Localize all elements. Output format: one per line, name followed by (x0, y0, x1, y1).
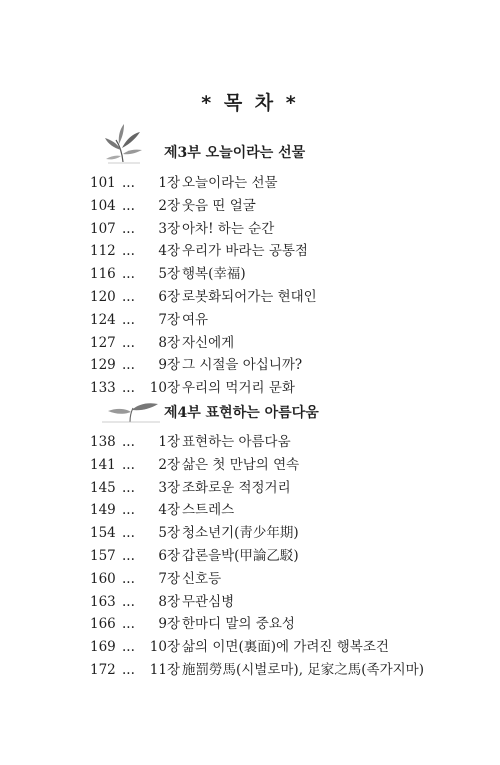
chapter-number: 9장 (158, 357, 180, 374)
toc-entry (0, 477, 500, 500)
chapter-title: 그 시절을 아십니까? (182, 357, 303, 374)
page-title: * 목 차 * (201, 92, 299, 114)
leader-dots: ... (122, 525, 135, 542)
chapter-title: 청소년기(靑少年期) (182, 525, 299, 542)
toc-entry (0, 499, 500, 522)
seedling-icon (100, 400, 162, 428)
leader-dots: ... (122, 479, 135, 496)
chapter-title: 施罰勞馬(시벌로마), 足家之馬(족가지마) (182, 661, 424, 678)
toc-entry (0, 659, 500, 682)
page-number: 172 (90, 661, 116, 678)
toc-section-part3 (0, 130, 500, 400)
toc-entry (0, 218, 500, 241)
chapter-title: 오늘이라는 선물 (182, 175, 278, 191)
page-number: 101 (90, 175, 116, 191)
chapter-title: 우리의 먹거리 문화 (182, 380, 295, 397)
chapter-title: 여유 (182, 311, 209, 328)
toc-list (0, 431, 500, 682)
toc-entry (0, 591, 500, 614)
page-number: 141 (90, 456, 116, 473)
chapter-title: 자신에게 (182, 334, 235, 351)
page-number: 120 (90, 288, 116, 305)
chapter-number: 4장 (158, 502, 180, 519)
page-number: 124 (90, 311, 116, 328)
page-number: 133 (90, 380, 116, 397)
leader-dots: ... (122, 334, 135, 351)
toc-entry (0, 377, 500, 400)
page-number: 127 (90, 334, 116, 351)
chapter-number: 5장 (158, 266, 180, 283)
toc-entry (0, 195, 500, 218)
leader-dots: ... (122, 243, 135, 260)
leader-dots: ... (122, 456, 135, 473)
leader-dots: ... (122, 266, 135, 283)
toc-entry (0, 332, 500, 355)
toc-entry (0, 172, 500, 195)
chapter-number: 10장 (149, 639, 180, 656)
page-number: 160 (90, 570, 116, 587)
page-number: 116 (90, 266, 116, 283)
chapter-title: 조화로운 적정거리 (182, 479, 291, 496)
chapter-number: 4장 (158, 243, 180, 260)
section-header (0, 130, 500, 170)
leader-dots: ... (122, 593, 135, 610)
chapter-title: 갑론을박(甲論乙駁) (182, 547, 299, 564)
chapter-title: 한마디 말의 중요성 (182, 616, 295, 633)
chapter-number: 8장 (158, 593, 180, 610)
chapter-title: 우리가 바라는 공통점 (182, 243, 308, 260)
chapter-title: 무관심병 (182, 593, 235, 610)
toc-entry (0, 613, 500, 636)
chapter-number: 2장 (158, 197, 180, 214)
page-number: 157 (90, 547, 116, 564)
toc-entry (0, 286, 500, 309)
chapter-number: 2장 (158, 456, 180, 473)
toc-entry (0, 309, 500, 332)
leader-dots: ... (122, 175, 135, 191)
section-title: 제3부 오늘이라는 선물 (164, 145, 306, 161)
toc-entry (0, 636, 500, 659)
chapter-number: 1장 (158, 434, 180, 450)
section-title: 제4부 표현하는 아름다움 (164, 405, 319, 421)
toc-list (0, 172, 500, 400)
page-number: 112 (90, 243, 116, 260)
chapter-number: 10장 (149, 380, 180, 397)
leader-dots: ... (122, 357, 135, 374)
chapter-number: 6장 (158, 547, 180, 564)
chapter-number: 11장 (149, 661, 180, 678)
page-number: 154 (90, 525, 116, 542)
leader-dots: ... (122, 380, 135, 397)
toc-entry (0, 431, 500, 454)
toc-entry (0, 263, 500, 286)
chapter-number: 8장 (158, 334, 180, 351)
chapter-title: 스트레스 (182, 502, 235, 519)
toc-entry (0, 522, 500, 545)
chapter-number: 9장 (158, 616, 180, 633)
toc-entry (0, 240, 500, 263)
toc-section-part4 (0, 398, 500, 682)
chapter-title: 웃음 띤 얼굴 (182, 197, 256, 214)
leader-dots: ... (122, 220, 135, 237)
chapter-title: 로봇화되어가는 현대인 (182, 288, 317, 305)
page-number: 163 (90, 593, 116, 610)
section-header (0, 398, 500, 428)
leader-dots: ... (122, 311, 135, 328)
chapter-number: 7장 (158, 311, 180, 328)
leader-dots: ... (122, 434, 135, 450)
chapter-number: 3장 (158, 479, 180, 496)
chapter-title: 삶의 이면(裏面)에 가려진 행복조건 (182, 639, 389, 656)
toc-entry (0, 454, 500, 477)
toc-entry (0, 545, 500, 568)
page-number: 138 (90, 434, 116, 450)
page-number: 129 (90, 357, 116, 374)
leader-dots: ... (122, 661, 135, 678)
leader-dots: ... (122, 616, 135, 633)
leader-dots: ... (122, 197, 135, 214)
leader-dots: ... (122, 288, 135, 305)
toc-entry (0, 354, 500, 377)
leader-dots: ... (122, 502, 135, 519)
chapter-number: 3장 (158, 220, 180, 237)
chapter-title: 신호등 (182, 570, 222, 587)
chapter-number: 7장 (158, 570, 180, 587)
page-number: 107 (90, 220, 116, 237)
chapter-title: 행복(幸福) (182, 266, 246, 283)
plant-sprout-icon (100, 122, 146, 170)
page-number: 104 (90, 197, 116, 214)
page-number: 166 (90, 616, 116, 633)
chapter-title: 삶은 첫 만남의 연속 (182, 456, 300, 473)
page-number: 149 (90, 502, 116, 519)
chapter-number: 6장 (158, 288, 180, 305)
chapter-number: 1장 (158, 175, 180, 191)
leader-dots: ... (122, 570, 135, 587)
page-number: 145 (90, 479, 116, 496)
toc-entry (0, 568, 500, 591)
leader-dots: ... (122, 639, 135, 656)
chapter-number: 5장 (158, 525, 180, 542)
leader-dots: ... (122, 547, 135, 564)
page-number: 169 (90, 639, 116, 656)
chapter-title: 아차! 하는 순간 (182, 220, 275, 237)
chapter-title: 표현하는 아름다움 (182, 434, 291, 450)
